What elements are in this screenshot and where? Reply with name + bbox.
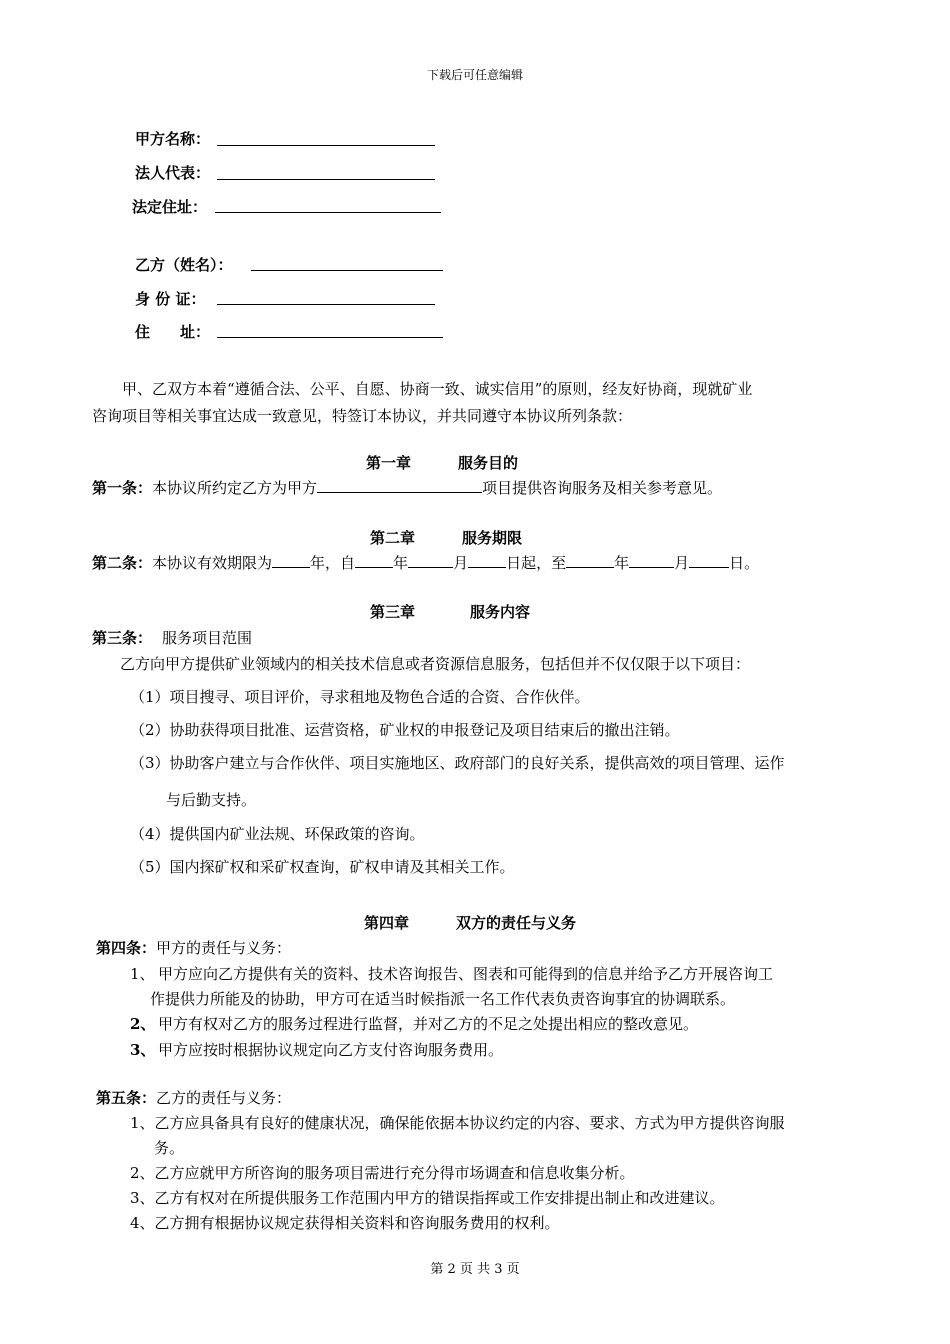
- article-5-heading: [96, 1087, 291, 1108]
- end-year-field[interactable]: [566, 553, 614, 568]
- article-2-text-8: 日。: [729, 554, 760, 572]
- service-item-2: （2）协助获得项目批准、运营资格，矿业权的申报登记及项目结束后的撤出注销。: [130, 721, 680, 739]
- service-item-3-cont: 与后勤支持。: [166, 791, 257, 809]
- party-a-duty-3-num: 3、: [130, 1041, 156, 1059]
- article-3-heading: [92, 627, 252, 648]
- chapter-2-number: 第二章: [370, 529, 416, 547]
- party-b-id-label: 身 份 证：: [135, 290, 206, 308]
- article-4-label: 第四条：: [96, 939, 157, 957]
- chapter-3-title: 服务内容: [470, 603, 531, 621]
- article-5-label: 第五条：: [96, 1089, 157, 1107]
- party-b-duty-2: 2、乙方应就甲方所咨询的服务项目需进行充分得市场调查和信息收集分析。: [130, 1164, 635, 1182]
- article-5-title: 乙方的责任与义务：: [156, 1089, 292, 1107]
- chapter-1-title: 服务目的: [458, 454, 519, 472]
- end-month-field[interactable]: [629, 553, 674, 568]
- article-3-title: 服务项目范围: [162, 629, 253, 647]
- article-2-text-1: 本协议有效期限为: [152, 554, 273, 572]
- party-b-id-field[interactable]: [217, 304, 435, 305]
- article-2-text-2: 年，自: [310, 554, 356, 572]
- article-1: [92, 477, 722, 498]
- service-item-3: （3）协助客户建立与合作伙伴、项目实施地区、政府部门的良好关系，提供高效的项目管理、运作: [130, 754, 785, 772]
- service-item-5: （5）国内探矿权和采矿权查询，矿权申请及其相关工作。: [130, 858, 515, 876]
- party-b-address-label: 住 址：: [135, 323, 211, 341]
- chapter-2-title: 服务期限: [462, 529, 523, 547]
- party-b-name-field[interactable]: [251, 270, 443, 271]
- party-a-rep-field[interactable]: [217, 179, 435, 180]
- article-1-label: 第一条：: [92, 479, 153, 497]
- party-a-address-label: 法定住址：: [132, 198, 208, 216]
- party-a-rep-label: 法人代表：: [135, 164, 211, 182]
- party-a-duty-1: 甲方应向乙方提供有关的资料、技术咨询报告、图表和可能得到的信息并给予乙方开展咨询工: [158, 965, 774, 983]
- party-a-duty-2: 甲方有权对乙方的服务过程进行监督，并对乙方的不足之处提出相应的整改意见。: [158, 1015, 699, 1033]
- service-item-1: （1）项目搜寻、项目评价，寻求租地及物色合适的合资、合作伙伴。: [130, 688, 590, 706]
- party-b-duty-1-cont: 务。: [154, 1139, 185, 1157]
- party-a-address-field[interactable]: [215, 212, 441, 213]
- end-day-field[interactable]: [689, 553, 729, 568]
- chapter-4-number: 第四章: [364, 914, 410, 932]
- intro-line-1: 甲、乙双方本着“遵循合法、公平、自愿、协商一致、诚实信用”的原则，经友好协商，现就矿业: [122, 380, 753, 398]
- article-2-text-7: 月: [674, 554, 690, 572]
- article-3-intro: 乙方向甲方提供矿业领域内的相关技术信息或者资源信息服务，包括但并不仅仅限于以下项目：: [120, 655, 751, 673]
- service-item-4: （4）提供国内矿业法规、环保政策的咨询。: [130, 825, 425, 843]
- party-b-duty-1: 1、乙方应具备具有良好的健康状况，确保能依据本协议约定的内容、要求、方式为甲方提供咨询服: [130, 1114, 785, 1132]
- page-header: 下载后可任意编辑: [426, 68, 523, 82]
- party-a-name-field[interactable]: [217, 145, 435, 146]
- article-2-text-4: 月: [453, 554, 469, 572]
- chapter-3-number: 第三章: [370, 603, 416, 621]
- party-a-duty-2-num: 2、: [130, 1015, 156, 1033]
- party-b-duty-4: 4、乙方拥有根据协议规定获得相关资料和咨询服务费用的权利。: [130, 1214, 560, 1232]
- party-b-name-label: 乙方（姓名）：: [135, 256, 233, 274]
- intro-line-2: 咨询项目等相关事宜达成一致意见，特签订本协议，并共同遵守本协议所列条款：: [92, 407, 633, 425]
- article-1-text-b: 项目提供咨询服务及相关参考意见。: [482, 479, 723, 497]
- term-years-field[interactable]: [272, 553, 310, 568]
- party-b-duty-3: 3、乙方有权对在所提供服务工作范围内甲方的错误指挥或工作安排提出制止和改进建议。: [130, 1189, 725, 1207]
- party-a-duty-1-num: 1、: [130, 965, 155, 983]
- party-b-address-field[interactable]: [217, 337, 443, 338]
- article-2-label: 第二条：: [92, 554, 153, 572]
- start-year-field[interactable]: [355, 553, 393, 568]
- article-2: [92, 552, 759, 573]
- article-2-text-3: 年: [393, 554, 409, 572]
- article-4-title: 甲方的责任与义务：: [156, 939, 292, 957]
- start-month-field[interactable]: [408, 553, 453, 568]
- party-a-duty-3: 甲方应按时根据协议规定向乙方支付咨询服务费用。: [158, 1041, 504, 1059]
- article-1-text-a: 本协议所约定乙方为甲方: [152, 479, 318, 497]
- chapter-1-number: 第一章: [366, 454, 412, 472]
- page-footer: 第 2 页 共 3 页: [430, 1262, 520, 1277]
- party-a-name-label: 甲方名称：: [135, 130, 211, 148]
- party-a-duty-1-cont: 作提供力所能及的协助，甲方可在适当时候指派一名工作代表负责咨询事宜的协调联系。: [150, 990, 736, 1008]
- article-4-heading: [96, 937, 291, 958]
- article-2-text-6: 年: [614, 554, 630, 572]
- chapter-4-title: 双方的责任与义务: [456, 914, 577, 932]
- article-1-project-field[interactable]: [317, 478, 482, 493]
- article-2-text-5: 日起，至: [506, 554, 567, 572]
- start-day-field[interactable]: [468, 553, 506, 568]
- article-3-label: 第三条：: [92, 629, 153, 647]
